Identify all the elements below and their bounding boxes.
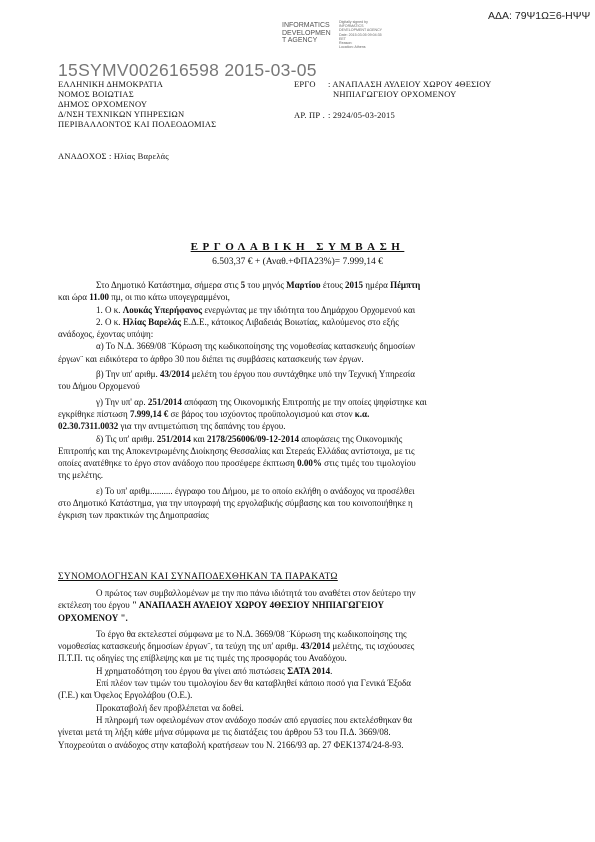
clause-e: ε) Το υπ' αριθμ.......... έγγραφο του Δήμου, με το οποίο εκλήθη ο ανάδοχος να προσέλθει: [96, 485, 415, 496]
issuer-line: Δ/ΝΣΗ ΤΕΧΝΙΚΩΝ ΥΠΗΡΕΣΙΩΝ: [58, 109, 185, 119]
contractor-line: ΑΝΑΔΟΧΟΣ : Ηλίας Βαρελάς: [58, 151, 169, 161]
ada-code: ΑΔΑ: 79Ψ1ΩΞ6-ΗΨΨ: [488, 10, 591, 22]
issuer-block: [58, 79, 216, 129]
agency-line: DEVELOPMEN: [282, 29, 331, 37]
digital-signature-info: [339, 20, 382, 49]
clause-c-cont: εγκρίθηκε πίστωση 7.999,14 € σε βάρος του ισχύοντος προϋπολογισμού και στον κ.α.: [58, 408, 370, 419]
term-2-cont2: Π.Τ.Π. τις οδηγίες της επίβλεψης και με τις τιμές της προσφοράς του Αναδόχου.: [58, 653, 347, 664]
clause-c-cont2: 02.30.7311.0032 για την αντιμετώπιση της δαπάνης του έργου.: [58, 421, 286, 432]
project-name: [328, 79, 492, 99]
clause-d-cont: Επιτροπής και της Αποκεντρωμένης Διοίκησης Θεσσαλίας και Στερεάς Ελλάδας αντίστοιχα, με τις: [58, 445, 415, 456]
term-1: Ο πρώτος των συμβαλλομένων με την πιο πάνω ιδιότητά του αναθέτει στον δεύτερο την: [96, 588, 416, 598]
contract-amount: 6.503,37 € + (Αναθ.+ΦΠΑ23%)= 7.999,14 €: [212, 257, 383, 267]
term-4: Επί πλέον των τιμών του τιμολογίου δεν θα καταβληθεί κάποιο ποσό για Γενικά Έξοδα: [96, 678, 411, 689]
signature-line: Reason:: [339, 41, 353, 46]
intro-paragraph-cont: και ώρα 11.00 πμ, οι πιο κάτω υπογεγραμμένοι,: [58, 292, 230, 303]
document-title: ΕΡΓΟΛΑΒΙΚΗ ΣΥΜΒΑΣΗ: [190, 241, 405, 253]
term-2: Το έργο θα εκτελεστεί σύμφωνα με το Ν.Δ. 3669/08 ¨Κύρωση της κωδικοποίησης της: [96, 628, 407, 639]
issuer-line: ΔΗΜΟΣ ΟΡΧΟΜΕΝΟΥ: [58, 99, 148, 109]
clause-d: δ) Τις υπ' αριθμ. 251/2014 και 2178/256006/09-12-2014 αποφάσεις της Οικονομικής: [96, 433, 403, 444]
intro-paragraph: Στο Δημοτικό Κατάστημα, σήμερα στις 5 του μηνός Μαρτίου έτους 2015 ημέρα Πέμπτη: [96, 280, 421, 290]
clause-b-cont: του Δήμου Ορχομενού: [58, 381, 140, 392]
clause-a: α) Το Ν.Δ. 3669/08 ¨Κύρωση της κωδικοποίησης της νομοθεσίας κατασκευής δημοσίων: [96, 341, 416, 352]
term-6-cont: γίνεται μετά τη λήξη κάθε μήνα σύμφωνα με τις διατάξεις του άρθρου 53 του Π.Δ. 3669/08.: [58, 727, 391, 738]
agency-line: INFORMATICS: [282, 22, 330, 29]
issuer-line: ΠΕΡΙΒΑΛΛΟΝΤΟΣ ΚΑΙ ΠΟΛΕΟΔΟΜΙΑΣ: [58, 119, 217, 129]
signature-line: INFORMATICS: [339, 24, 364, 29]
clause-d-cont2: οποίες ανατέθηκε το έργο στον ανάδοχο που προσέφερε έκπτωση 0.00% στις τιμές του τιμολογίου: [58, 458, 416, 469]
term-5: Προκαταβολή δεν προβλέπεται να δοθεί.: [96, 702, 244, 713]
project-label: ΕΡΓΟ: [294, 79, 316, 89]
term-3: Η χρηματοδότηση του έργου θα γίνει από πιστώσεις ΣΑΤΑ 2014.: [96, 665, 333, 676]
party-2-cont: ανάδοχος, έχοντας υπόψη:: [58, 329, 154, 340]
clause-b: β) Την υπ' αριθμ. 43/2014 μελέτη του έργου που συντάχθηκε υπό την Τεχνική Υπηρεσία: [96, 369, 415, 380]
clause-d-cont3: της μελέτης.: [58, 470, 104, 481]
party-2: 2. Ο κ. Ηλίας Βαρελάς Ε.Δ.Ε., κάτοικος Λιβαδειάς Βοιωτίας, καλούμενος στο εξής: [96, 316, 399, 327]
clause-a-cont: έργων¨ και ειδικότερα το άρθρο 30 που διέπει τις συμβάσεις κατασκευής των έργων.: [58, 353, 364, 364]
issuer-line: ΕΛΛΗΝΙΚΗ ΔΗΜΟΚΡΑΤΙΑ: [58, 79, 164, 89]
protocol-label: ΑΡ. ΠΡ .: [294, 110, 325, 120]
clause-e-cont: στο Δημοτικό Κατάστημα, για την υπογραφή της εργολαβικής σύμβασης και του κοινοποιήθηκε η: [58, 498, 413, 509]
term-1-cont: εκτέλεση του έργου " ΑΝΑΠΛΑΣΗ ΑΥΛΕΙΟΥ ΧΩΡΟΥ 4ΘΕΣΙΟΥ ΝΗΠΙΑΓΩΓΕΙΟΥ: [58, 600, 384, 611]
term-6: Η πληρωμή των οφειλομένων στον ανάδοχο ποσών από εργασίες που εκτελέσθηκαν θα: [96, 714, 413, 725]
clause-c: γ) Την υπ' αρ. 251/2014 απόφαση της Οικονομικής Επιτροπής με την οποίες ψηφίστηκε και: [96, 396, 427, 407]
agency-name: [282, 22, 331, 45]
clause-e-cont2: έγκριση των πρακτικών της Δημοπρασίας: [58, 510, 209, 521]
signature-line: EET: [339, 36, 346, 41]
signature-line: DEVELOPMENT AGENCY: [339, 28, 383, 33]
protocol-number: : 2924/05-03-2015: [328, 110, 395, 120]
party-1: 1. Ο κ. Λουκάς Υπερήφανος ενεργώντας με την ιδιότητα του Δημάρχου Ορχομενού και: [96, 304, 416, 315]
terms-body: [58, 587, 532, 751]
term-1-cont2: ΟΡΧΟΜΕΝΟΥ ".: [58, 612, 128, 623]
project-line: : ΑΝΑΠΛΑΣΗ ΑΥΛΕΙΟΥ ΧΩΡΟΥ 4ΘΕΣΙΟΥ: [328, 79, 492, 89]
contract-body: [58, 279, 532, 522]
term-4-cont: (Γ.Ε.) και Όφελος Εργολάβου (Ο.Ε.).: [58, 690, 193, 701]
term-6-cont2: Υποχρεούται ο ανάδοχος στην καταβολή κρατήσεων του Ν. 2166/93 αρ. 27 ΦΕΚ1374/24-8-93.: [58, 739, 404, 750]
section-heading: ΣΥΝΟΜΟΛΟΓΗΣΑΝ ΚΑΙ ΣΥΝΑΠΟΔΕΧΘΗΚΑΝ ΤΑ ΠΑΡΑΚΑΤΩ: [58, 572, 338, 582]
issuer-line: ΝΟΜΟΣ ΒΟΙΩΤΙΑΣ: [58, 89, 134, 99]
agency-line: T AGENCY: [282, 37, 318, 44]
term-2-cont: νομοθεσίας κατασκευής δημοσίων έργων¨, τα τεύχη της υπ' αριθμ. 43/2014 μελέτης, τις ισχύουσες: [58, 641, 415, 652]
signature-line: Location: Athens: [339, 45, 366, 50]
signature-line: Date: 2015.03.05 09:04:35: [339, 32, 382, 37]
project-line: ΝΗΠΙΑΓΩΓΕΙΟΥ ΟΡΧΟΜΕΝΟΥ: [333, 89, 457, 99]
signature-line: Digitally signed by: [339, 20, 368, 24]
document-code-watermark: 15SYMV002616598 2015-03-05: [58, 60, 317, 80]
